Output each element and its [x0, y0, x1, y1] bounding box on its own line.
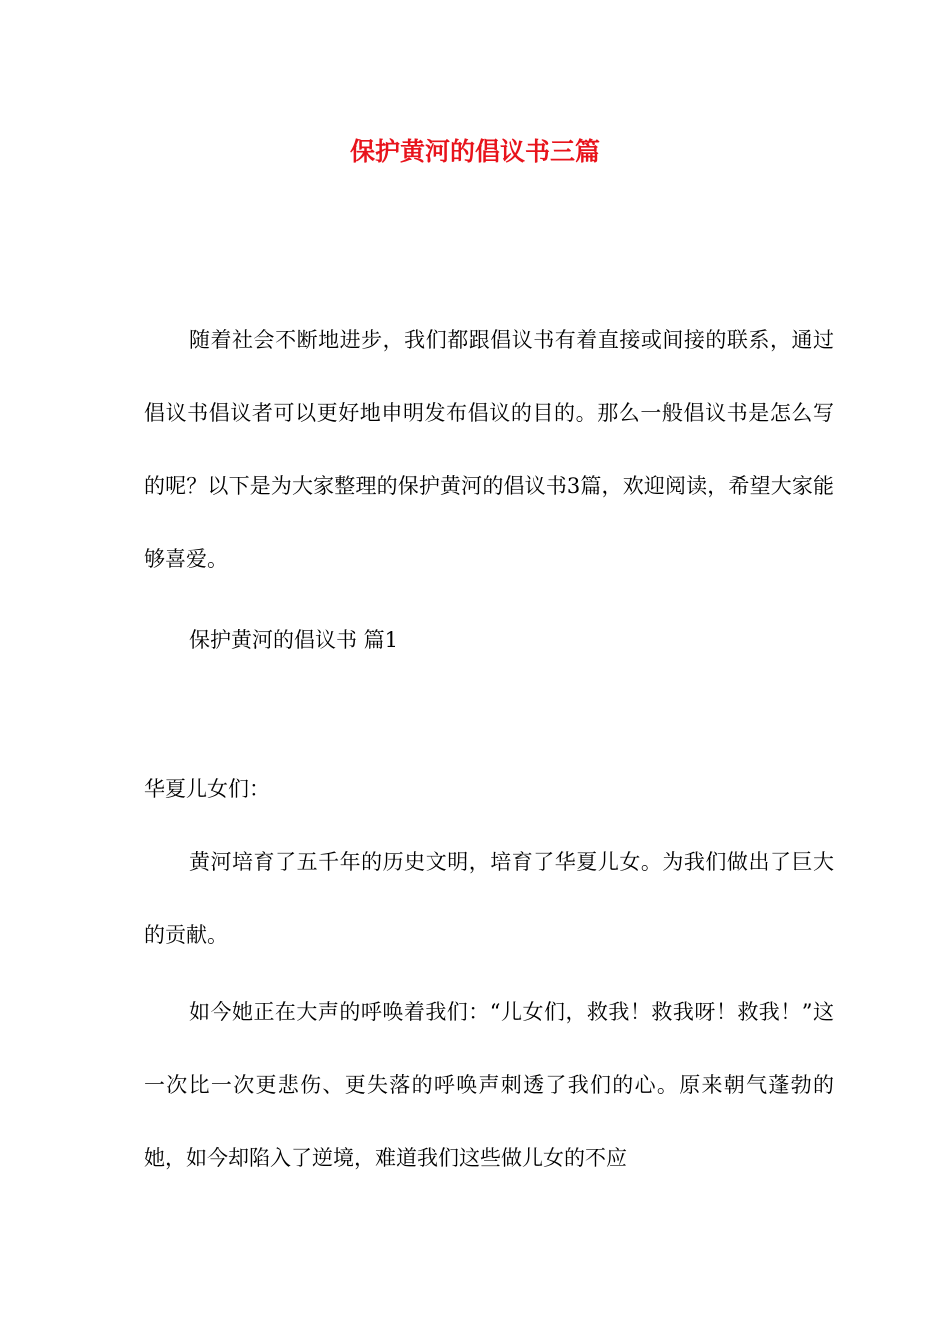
section-heading: 保护黄河的倡议书 篇1 [189, 628, 399, 652]
body-paragraph-2: 如今她正在大声的呼唤着我们：“儿女们，救我！救我呀！救我！”这一次比一次更悲伤、更失落的呼唤声刺透了我们的心。原来朝气蓬勃的她，如今却陷入了逆境，难道我们这些做儿女的不应 [144, 1000, 834, 1170]
salutation: 华夏儿女们： [144, 777, 270, 801]
body-paragraph-1: 黄河培育了五千年的历史文明，培育了华夏儿女。为我们做出了巨大的贡献。 [144, 850, 834, 947]
document-title: 保护黄河的倡议书三篇 [349, 137, 600, 166]
intro-paragraph: 随着社会不断地进步，我们都跟倡议书有着直接或间接的联系，通过倡议书倡议者可以更好地申明发布倡议的目的。那么一般倡议书是怎么写的呢？以下是为大家整理的保护黄河的倡议书3篇，欢迎阅读，希望大家能够喜爱。 [144, 328, 834, 571]
